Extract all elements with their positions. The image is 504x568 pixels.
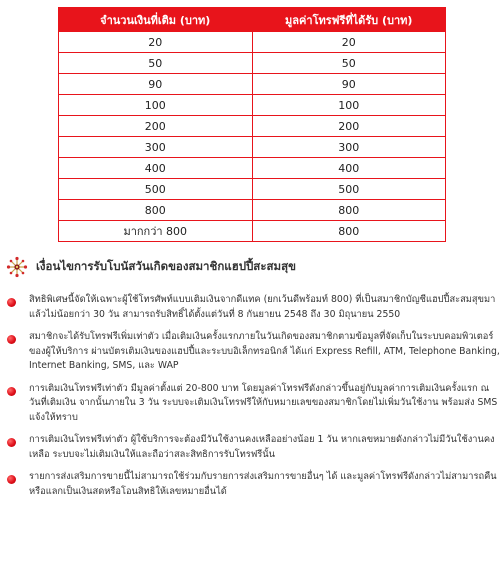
- free-value-cell: 400: [252, 158, 446, 179]
- red-bullet-icon: [7, 335, 16, 344]
- condition-text: การเติมเงินโทรฟรีเท่าตัว มีมูลค่าตั้งแต่ 20-800 บาท โดยมูลค่าโทรฟรีดังกล่าวขึ้นอยู่กับมูลค่าการเติมเงินครั้งแรก ณ วันที่เติมเงิน จากนั้นภายใน 3 วัน ระบบจะเติมเงินโทรฟรีให้กับหมายเลขของสมาชิกโดยไม่เพิ่มวันใช้งาน พร้อมส่ง SMS แจ้งให้ทราบ: [29, 382, 498, 423]
- table-row: [59, 53, 446, 74]
- table-row: [59, 179, 446, 200]
- table-row: [59, 95, 446, 116]
- list-item: [6, 433, 500, 462]
- table-row: [59, 74, 446, 95]
- table-row: [59, 116, 446, 137]
- list-item: [6, 470, 500, 499]
- condition-text: สมาชิกจะได้รับโทรฟรีเพิ่มเท่าตัว เมื่อเติมเงินครั้งแรกภายในวันเกิดของสมาชิกตามข้อมูลที่จัดเก็บในระบบคอมพิวเตอร์ของผู้ให้บริการ ผ่านบัตรเติมเงินของแฮปปี้และระบบอิเล็กทรอนิกส์ ได้แก่ Express Refill, ATM, Telephone Banking, Internet Banking, SMS, และ WAP: [29, 331, 500, 371]
- free-value-cell: 500: [252, 179, 446, 200]
- red-bullet-icon: [7, 438, 16, 447]
- table-header-row: [59, 8, 446, 32]
- free-value-cell: 90: [252, 74, 446, 95]
- list-item: [6, 330, 500, 374]
- red-bullet-icon: [7, 475, 16, 484]
- amount-cell: 500: [59, 179, 253, 200]
- free-value-cell: 800: [252, 221, 446, 242]
- amount-cell: 800: [59, 200, 253, 221]
- column-header-free-value: มูลค่าโทรฟรีที่ได้รับ (บาท): [252, 8, 446, 32]
- amount-cell: 90: [59, 74, 253, 95]
- free-value-cell: 300: [252, 137, 446, 158]
- table-row: [59, 137, 446, 158]
- amount-cell: 300: [59, 137, 253, 158]
- free-value-cell: 50: [252, 53, 446, 74]
- list-item: [6, 293, 500, 322]
- condition-text: สิทธิพิเศษนี้จัดให้เฉพาะผู้ใช้โทรศัพท์แบบเติมเงินจากดีแทค (ยกเว้นดีพร้อมท์ 800) ที่เป็นสมาชิกบัญชีแฮปปี้สะสมสุขมาแล้วไม่น้อยกว่า 30 วัน สามารถรับสิทธิ์ได้ตั้งแต่วันที่ 8 กันยายน 2548 ถึง 30 มิถุนายน 2550: [29, 294, 496, 320]
- amount-cell: 200: [59, 116, 253, 137]
- amount-cell: 100: [59, 95, 253, 116]
- section-heading: [6, 254, 496, 280]
- table-body: [59, 32, 446, 242]
- free-value-cell: 200: [252, 116, 446, 137]
- amount-cell: 20: [59, 32, 253, 53]
- list-item: [6, 382, 500, 426]
- table-row: [59, 200, 446, 221]
- amount-cell: 50: [59, 53, 253, 74]
- red-bullet-icon: [7, 298, 16, 307]
- free-value-cell: 800: [252, 200, 446, 221]
- condition-text: รายการส่งเสริมการขายนี้ไม่สามารถใช้ร่วมกับรายการส่งเสริมการขายอื่นๆ ได้ และมูลค่าโทรฟรีดังกล่าวไม่สามารถคืนหรือแลกเป็นเงินสดหรือโอนสิทธิให้เลขหมายอื่นได้: [29, 471, 497, 497]
- bonus-table-container: [58, 7, 446, 242]
- table-row: [59, 221, 446, 242]
- bonus-table: [58, 7, 446, 242]
- column-header-amount: จำนวนเงินที่เติม (บาท): [59, 8, 253, 32]
- table-row: [59, 158, 446, 179]
- amount-cell: 400: [59, 158, 253, 179]
- free-value-cell: 100: [252, 95, 446, 116]
- red-bullet-icon: [7, 387, 16, 396]
- flower-icon: [6, 256, 28, 278]
- section-title: เงื่อนไขการรับโบนัสวันเกิดของสมาชิกแฮปปี้สะสมสุข: [36, 259, 296, 273]
- condition-text: การเติมเงินโทรฟรีเท่าตัว ผู้ใช้บริการจะต้องมีวันใช้งานคงเหลืออย่างน้อย 1 วัน หากเลขหมายดังกล่าวไม่มีวันใช้งานคงเหลือ ระบบจะไม่เติมเงินให้และถือว่าสละสิทธิการรับโทรฟรีนั้น: [29, 434, 495, 460]
- free-value-cell: 20: [252, 32, 446, 53]
- table-row: [59, 32, 446, 53]
- amount-cell: มากกว่า 800: [59, 221, 253, 242]
- conditions-list: [6, 293, 500, 507]
